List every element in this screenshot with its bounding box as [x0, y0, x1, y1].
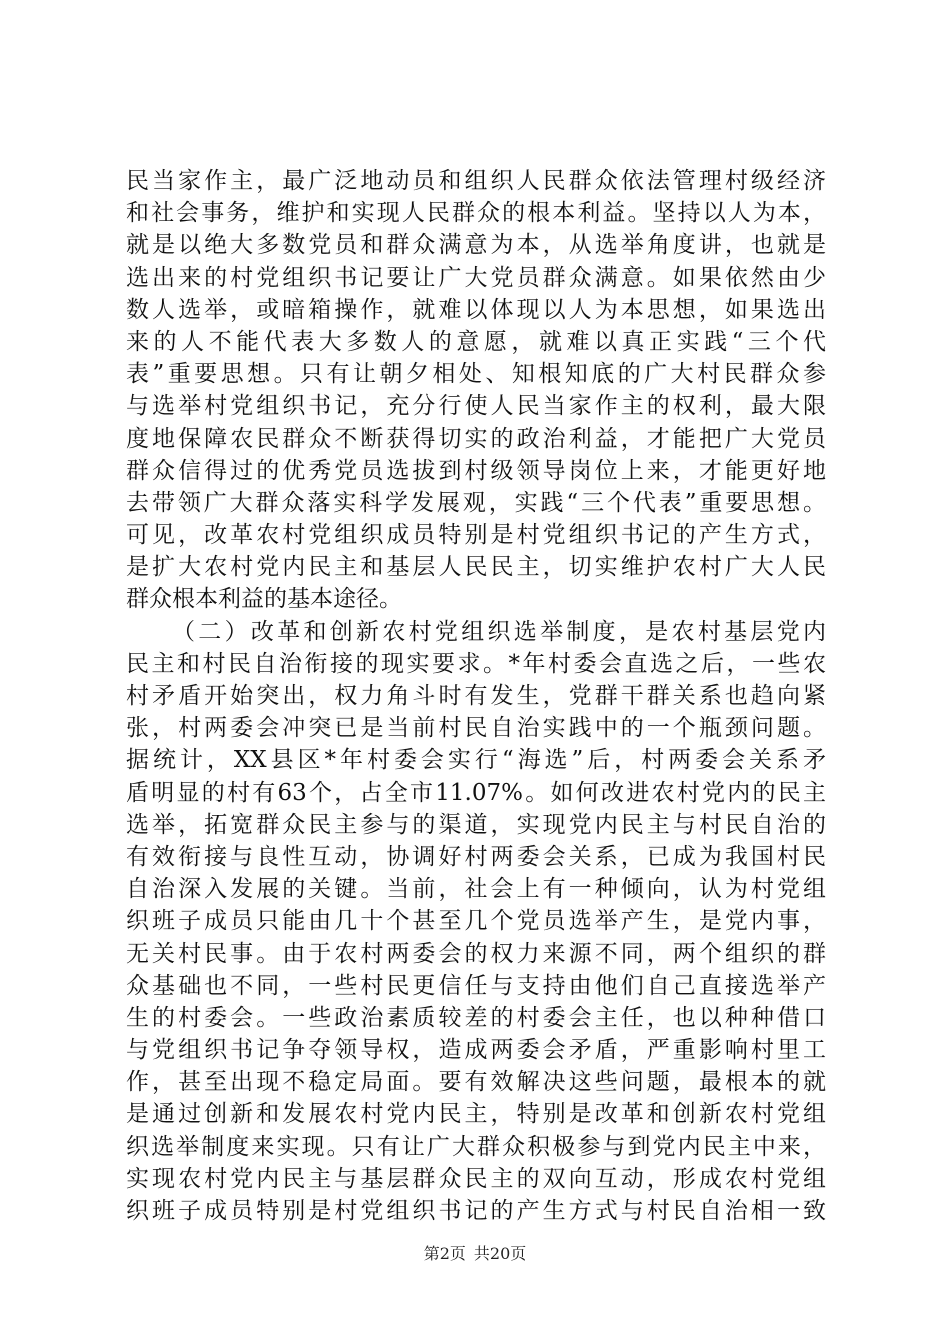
page-total: 共20页 — [473, 1244, 527, 1263]
text-line: 就是以绝大多数党员和群众满意为本，从选举角度讲，也就是 — [126, 232, 826, 259]
text-line: 与选举村党组织书记，充分行使人民当家作主的权利，最大限 — [126, 393, 826, 420]
text-line: 数人选举，或暗箱操作，就难以体现以人为本思想，如果选出 — [126, 296, 826, 323]
text-line: 村矛盾开始突出，权力角斗时有发生，党群干群关系也趋向紧 — [126, 683, 826, 709]
text-line: 可见，改革农村党组织成员特别是村党组织书记的产生方式， — [126, 522, 826, 549]
text-line: 实现农村党内民主与基层群众民主的双向互动，形成农村党组 — [126, 1165, 826, 1192]
text-line: 盾明显的村有63个，占全市11.07%。如何改进农村党内的民主 — [126, 779, 826, 806]
page-number: 第2页 — [423, 1244, 466, 1263]
page-footer — [0, 1241, 950, 1264]
text-line: 织班子成员只能由几十个甚至几个党员选举产生，是党内事， — [126, 908, 826, 935]
text-line: （二）改革和创新农村党组织选举制度，是农村基层党内 — [172, 618, 826, 645]
text-line: 是通过创新和发展农村党内民主，特别是改革和创新农村党组 — [126, 1101, 826, 1128]
text-line: 群众信得过的优秀党员选拔到村级领导岗位上来，才能更好地 — [126, 457, 826, 484]
text-line: 民当家作主，最广泛地动员和组织人民群众依法管理村级经济 — [126, 168, 826, 194]
text-line: 群众根本利益的基本途径。 — [126, 586, 402, 613]
text-line: 自治深入发展的关键。当前，社会上有一种倾向，认为村党组 — [126, 876, 826, 903]
text-line: 度地保障农民群众不断获得切实的政治利益，才能把广大党员 — [126, 425, 826, 452]
text-line: 与党组织书记争夺领导权，造成两委会矛盾，严重影响村里工 — [126, 1037, 826, 1064]
text-line: 表”重要思想。只有让朝夕相处、知根知底的广大村民群众参 — [126, 361, 826, 388]
text-line: 据统计，XX县区*年村委会实行“海选”后，村两委会关系矛 — [126, 747, 826, 774]
paragraph-1 — [126, 165, 826, 616]
text-line: 去带领广大群众落实科学发展观，实践“三个代表”重要思想。 — [126, 489, 826, 516]
text-line: 织选举制度来实现。只有让广大群众积极参与到党内民主中来， — [126, 1133, 826, 1160]
text-line: 众基础也不同，一些村民更信任与支持由他们自己直接选举产 — [126, 972, 826, 999]
text-line: 选出来的村党组织书记要让广大党员群众满意。如果依然由少 — [126, 264, 826, 291]
text-line: 选举，拓宽群众民主参与的渠道，实现党内民主与村民自治的 — [126, 811, 826, 838]
text-line: 民主和村民自治衔接的现实要求。*年村委会直选之后，一些农 — [126, 650, 826, 677]
paragraph-2 — [126, 616, 826, 1228]
text-line: 有效衔接与良性互动，协调好村两委会关系，已成为我国村民 — [126, 843, 826, 870]
text-line: 是扩大农村党内民主和基层人民民主，切实维护农村广大人民 — [126, 554, 826, 581]
text-line: 作，甚至出现不稳定局面。要有效解决这些问题，最根本的就 — [126, 1069, 826, 1096]
text-line: 张，村两委会冲突已是当前村民自治实践中的一个瓶颈问题。 — [126, 715, 826, 742]
text-line: 织班子成员特别是村党组织书记的产生方式与村民自治相一致 — [126, 1198, 826, 1224]
body-text — [126, 165, 826, 1227]
text-line: 和社会事务，维护和实现人民群众的根本利益。坚持以人为本， — [126, 200, 826, 227]
text-line: 无关村民事。由于农村两委会的权力来源不同，两个组织的群 — [126, 940, 826, 967]
text-line: 来的人不能代表大多数人的意愿，就难以真正实践“三个代 — [126, 328, 826, 355]
text-line: 生的村委会。一些政治素质较差的村委会主任，也以种种借口 — [126, 1004, 826, 1031]
